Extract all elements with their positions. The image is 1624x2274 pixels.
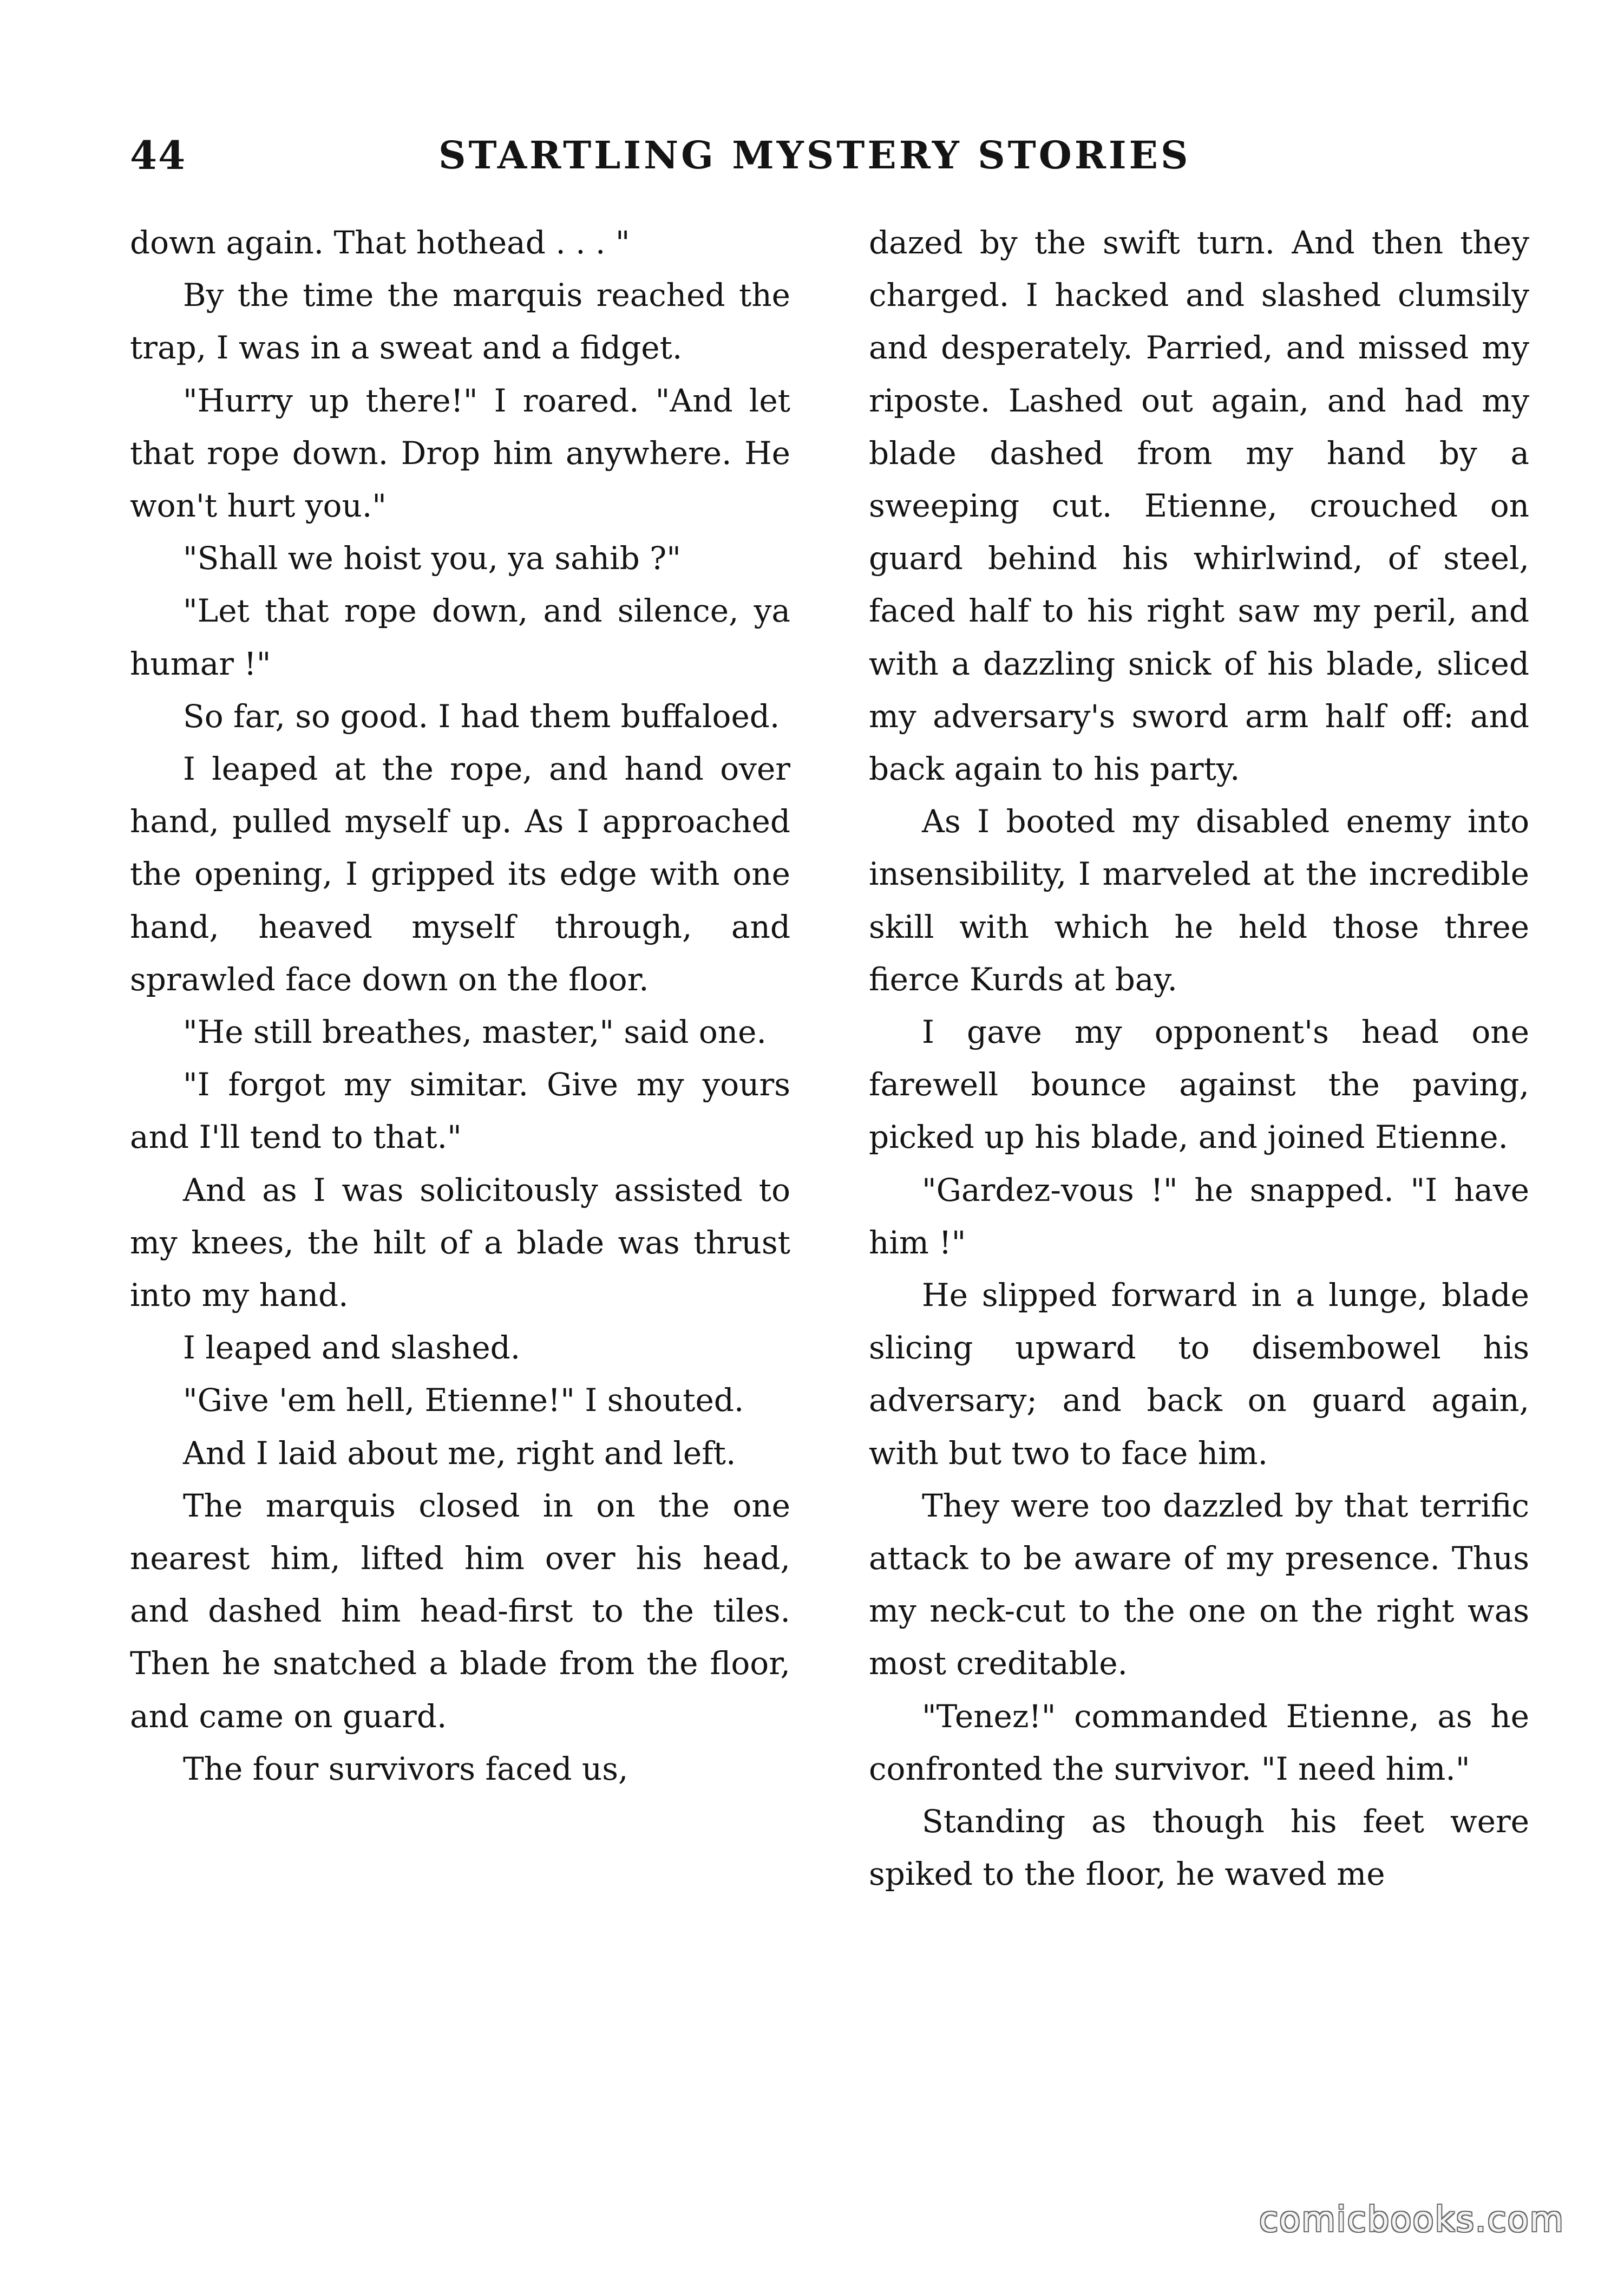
paragraph: "Give 'em hell, Etienne!" I shouted. — [183, 1382, 744, 1419]
paragraph: I gave my opponent's head one farewell bounce against the paving, picked up his blade, and joined Etienne. — [869, 1014, 1529, 1156]
page-header — [130, 126, 1516, 185]
page-number: 44 — [130, 132, 187, 178]
paragraph: I leaped and slashed. — [183, 1329, 521, 1367]
paragraph: He slipped forward in a lunge, blade slicing upward to disembowel his adversary; and back on guard again, with but two to face him. — [869, 1277, 1529, 1472]
left-column — [130, 217, 790, 1795]
paragraph: "Shall we hoist you, ya sahib ?" — [183, 540, 681, 577]
right-column — [869, 217, 1529, 1901]
paragraph: I leaped at the rope, and hand over hand, pulled myself up. As I approached the opening, I gripped its edge with one hand, heaved myself through, and sprawled face down on the floor. — [130, 750, 790, 998]
paragraph: "Tenez!" commanded Etienne, as he confronted the survivor. "I need him." — [869, 1697, 1529, 1787]
paragraph: "I forgot my simitar. Give my yours and I'll tend to that." — [130, 1066, 790, 1156]
paragraph: And I laid about me, right and left. — [183, 1434, 736, 1472]
paragraph: As I booted my disabled enemy into insensibility, I marveled at the incredible skill with which he held those three fierce Kurds at bay. — [869, 803, 1529, 998]
watermark: comicbooks.com — [1259, 2200, 1564, 2240]
paragraph: By the time the marquis reached the trap, I was in a sweat and a fidget. — [130, 277, 790, 367]
paragraph: "He still breathes, master," said one. — [183, 1014, 767, 1051]
paragraph: The four survivors faced us, — [183, 1750, 628, 1787]
paragraph: dazed by the swift turn. And then they charged. I hacked and slashed clumsily and desperately. Parried, and missed my riposte. Lashed out again, and had my blade dashed from my hand by a sweeping cut. Etienne, crouched on guard behind his whirlwind, of steel, faced half to his right saw my peril, and with a dazzling snick of his blade, sliced my adversary's sword arm half off: and back again to his party. — [869, 224, 1529, 788]
paragraph: "Gardez-vous !" he snapped. "I have him !" — [869, 1171, 1529, 1261]
paragraph: And as I was solicitously assisted to my knees, the hilt of a blade was thrust into my hand. — [130, 1171, 790, 1314]
paragraph: Standing as though his feet were spiked to the floor, he waved me — [869, 1803, 1529, 1893]
paragraph: "Hurry up there!" I roared. "And let that rope down. Drop him anywhere. He won't hurt you." — [130, 382, 790, 525]
paragraph: So far, so good. I had them buffaloed. — [183, 697, 780, 735]
paragraph: "Let that rope down, and silence, ya humar !" — [130, 592, 790, 682]
paragraph: down again. That hothead . . . " — [130, 224, 630, 261]
paragraph: They were too dazzled by that terrific attack to be aware of my presence. Thus my neck-cut to the one on the right was most creditable. — [869, 1487, 1529, 1682]
paragraph: The marquis closed in on the one nearest him, lifted him over his head, and dashed him head-first to the tiles. Then he snatched a blade from the floor, and came on guard. — [130, 1487, 790, 1735]
running-title: STARTLING MYSTERY STORIES — [438, 133, 1191, 178]
